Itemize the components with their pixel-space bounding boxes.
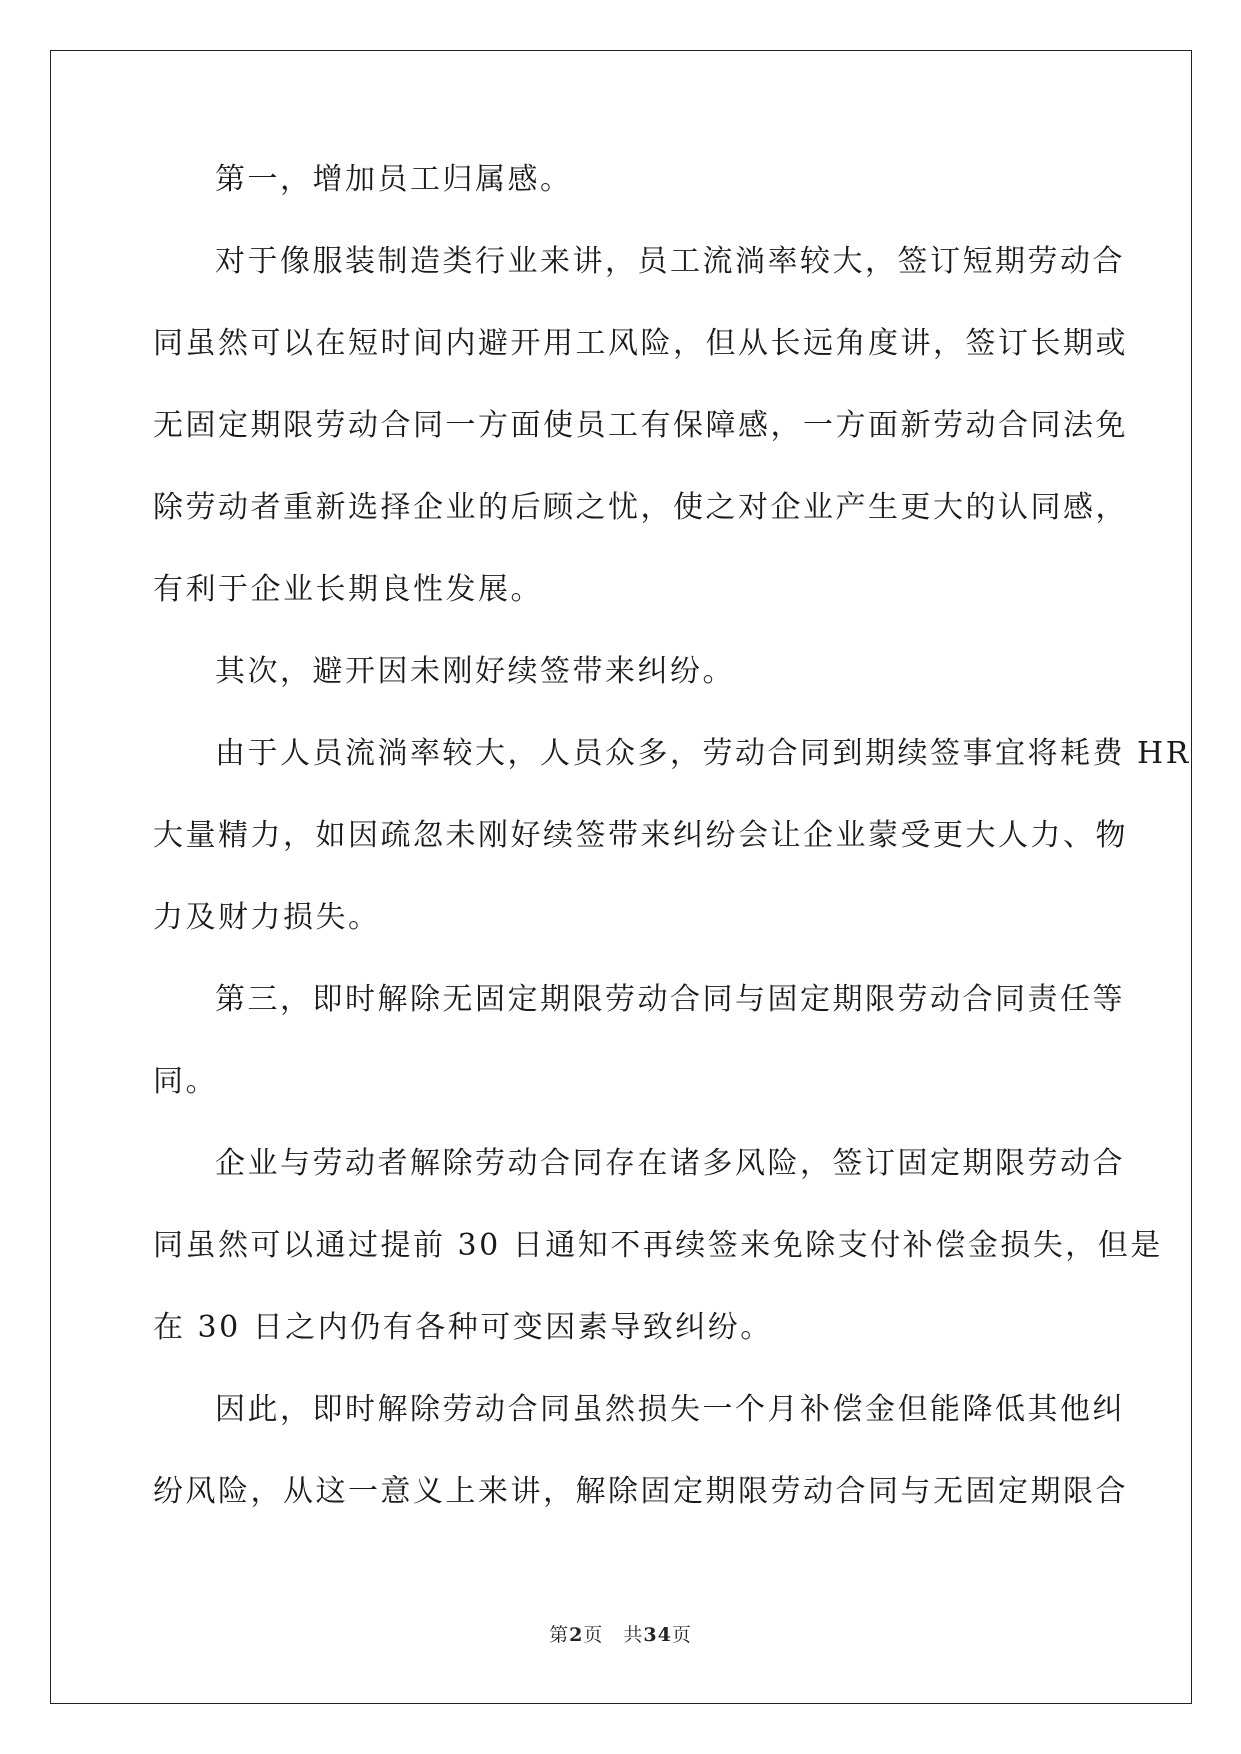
paragraph-line: 有利于企业长期良性发展。	[153, 572, 543, 607]
paragraph-line: 对于像服装制造类行业来讲，员工流淌率较大，签订短期劳动合	[215, 244, 1125, 279]
total-suffix: 页	[671, 1624, 692, 1646]
paragraph-line: 因此，即时解除劳动合同虽然损失一个月补偿金但能降低其他纠	[215, 1392, 1125, 1427]
paragraph-line: 同虽然可以通过提前 30 日通知不再续签来免除支付补偿金损失，但是	[153, 1228, 1163, 1263]
total-prefix: 共	[623, 1624, 644, 1646]
page-suffix: 页	[583, 1624, 604, 1646]
paragraph-line: 大量精力，如因疏忽未刚好续签带来纠纷会让企业蒙受更大人力、物	[153, 818, 1128, 853]
paragraph-line: 第三，即时解除无固定期限劳动合同与固定期限劳动合同责任等	[215, 982, 1125, 1017]
paragraph-line: 在 30 日之内仍有各种可变因素导致纠纷。	[153, 1310, 773, 1345]
paragraph-line: 无固定期限劳动合同一方面使员工有保障感，一方面新劳动合同法免	[153, 408, 1128, 443]
page-number: 2	[569, 1624, 584, 1646]
paragraph-line: 第一，增加员工归属感。	[215, 162, 573, 197]
paragraph-line: 纷风险，从这一意义上来讲，解除固定期限劳动合同与无固定期限合	[153, 1474, 1128, 1509]
paragraph-line: 力及财力损失。	[153, 900, 381, 935]
paragraph-line: 除劳动者重新选择企业的后顾之忧，使之对企业产生更大的认同感，	[153, 490, 1128, 525]
paragraph-line: 其次，避开因未刚好续签带来纠纷。	[215, 654, 735, 689]
paragraph-line: 由于人员流淌率较大，人员众多，劳动合同到期续签事宜将耗费 HR	[215, 736, 1191, 771]
paragraph-line: 企业与劳动者解除劳动合同存在诸多风险，签订固定期限劳动合	[215, 1146, 1125, 1181]
paragraph-line: 同虽然可以在短时间内避开用工风险，但从长远角度讲，签订长期或	[153, 326, 1128, 361]
total-pages: 34	[643, 1624, 672, 1646]
page-prefix: 第	[549, 1624, 570, 1646]
paragraph-line: 同。	[153, 1064, 218, 1099]
page-footer	[0, 1620, 1241, 1647]
document-body	[153, 156, 1191, 1550]
